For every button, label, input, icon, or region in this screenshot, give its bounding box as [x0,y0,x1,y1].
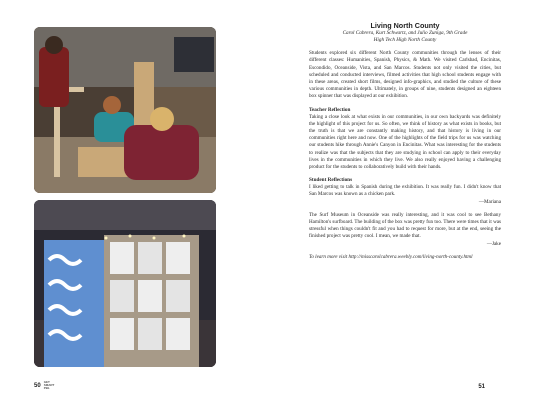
teacher-reflection-heading: Teacher Reflection [309,106,351,113]
article-school: High Tech High North County [373,36,437,43]
page-number-right: 51 [478,384,485,390]
photo-students-building-box [34,27,216,193]
right-page [266,0,533,400]
article [309,22,501,267]
intro-paragraph: Students explored six different North County communities through the lenses of their different classes: Humanities, Spanish, Physics, & Math. We visited Carlsbad, Encinitas, Escondido, Oceanside, Vista, and San Marcos. Students not only visited the cities, but scheduled and conducted interviews, filmed activities that high school students engage with in these areas, created short films, designed info-graphics, and studied the culture of these various communities in depth. Ultimately, in groups of nine, students designed an eighteen box spinner that was displayed at our exhibition. [309,50,501,100]
article-byline: Carol Cabrera, Kurt Schwartz, and Julio Zuniga, 9th Grade [342,30,468,37]
student-2-name: —Jake [486,240,501,247]
publication-logo: GET SMART PBL [43,380,55,390]
student-reflection-2: The Surf Museum in Oceanside was really interesting, and it was cool to see Bethany Hamilton's surfboard. The building of the box was pretty fun too. There were times that it was stressful when things couldn't fit and you had to request for more, but at the end, seeing the finished project was pretty cool. I mean, we made that. [309,211,501,240]
student-reflection-1: I liked getting to talk in Spanish during the exhibition. It was really fun. I didn't know that San Marcos was known as a chicken park. [309,184,501,198]
left-page-footer [34,381,54,390]
page-number-left: 50 [34,382,41,389]
left-page [0,0,266,400]
student-reflections-heading: Student Reflections [309,177,353,184]
student-1-name: —Mariana [478,198,501,205]
learn-more-link[interactable]: To learn more visit http://misscarolcabrera.weebly.com/living-north-county.html [309,253,473,260]
photo-spinner-display [34,200,216,367]
teacher-reflection-text: Taking a close look at what exists in our communities, in our own backyards was definitely the highlight of this project for us. So often, we think of history as what exists in books, but the truth is that we are constantly making history, and that history is living in our communities right here and now. One of the highlights of the field trips for us was watching our students hike through Annie's Canyon in Encinitas. What was interesting for the students to realize was that the subjects that they are studying in school can apply to their everyday lives in the communities in which they live. We also really enjoyed having a challenging product for the students to collaboratively build with their hands. [309,113,501,171]
article-title: Living North County [370,21,440,30]
